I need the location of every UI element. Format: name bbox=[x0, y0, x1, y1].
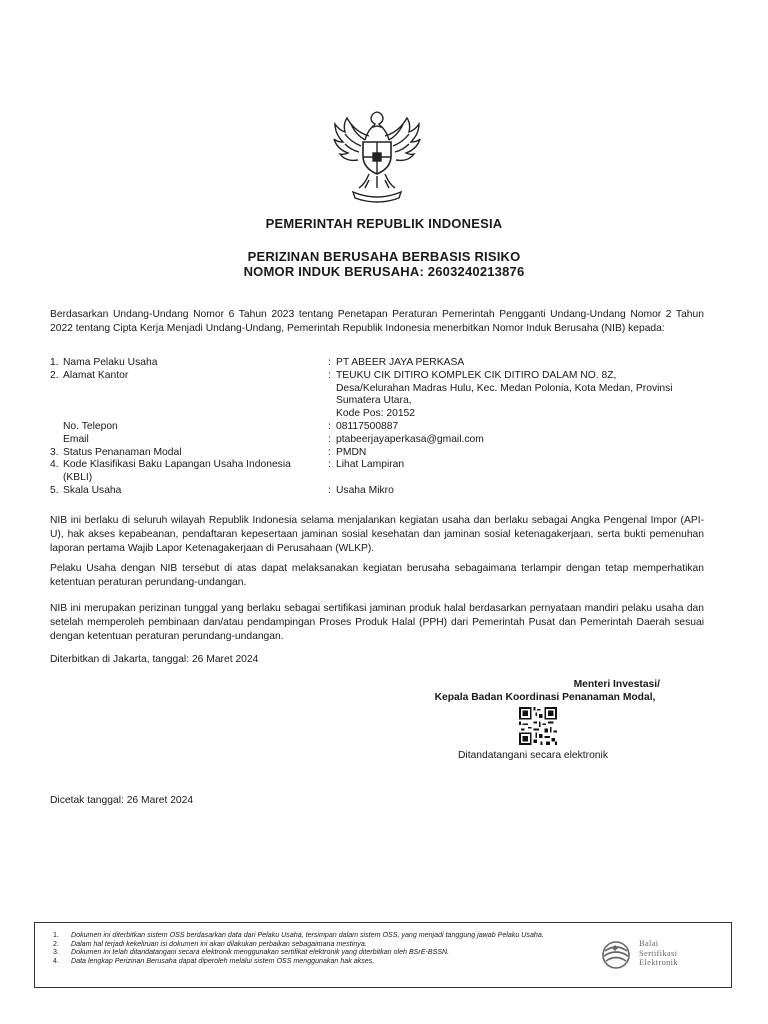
footer-note bbox=[53, 931, 593, 940]
field-label: Kode Klasifikasi Baku Lapangan Usaha Indonesia bbox=[63, 459, 291, 471]
nib-number: NOMOR INDUK BERUSAHA: 2603240213876 bbox=[243, 264, 525, 279]
bsre-logo bbox=[595, 937, 725, 977]
colon: : bbox=[328, 357, 331, 368]
halal-paragraph: NIB ini merupakan perizinan tunggal yang berlaku sebagai sertifikasi jaminan produk halal berdasarkan pernyataan mandiri pelaku usaha dan setelah memperoleh pembinaan dan/atau pendampingan Proses Produk Halal (PPH) dari Pemerintah Pusat dan Pemerintah Daerah sesuai dengan ketentuan peraturan perundang-undangan. bbox=[50, 603, 704, 642]
bsre-logo-text bbox=[639, 939, 678, 968]
field-number: 3. bbox=[50, 446, 59, 458]
footer-note bbox=[53, 948, 593, 957]
colon: : bbox=[328, 459, 331, 471]
government-title: PEMERINTAH REPUBLIK INDONESIA bbox=[265, 216, 503, 231]
issued-date: Diterbitkan di Jakarta, tanggal: 26 Maret 2024 bbox=[50, 654, 259, 665]
field-label: Status Penanaman Modal bbox=[63, 446, 182, 458]
printed-date: Dicetak tanggal: 26 Maret 2024 bbox=[50, 795, 194, 806]
field-status bbox=[50, 447, 710, 460]
address-line: TEUKU CIK DITIRO KOMPLEK CIK DITIRO DALAM NO. 8Z, bbox=[336, 369, 617, 381]
note-number: 1. bbox=[53, 931, 59, 939]
field-nama bbox=[50, 357, 710, 370]
field-label-continued: (KBLI) bbox=[63, 472, 93, 484]
field-value: PMDN bbox=[336, 446, 367, 458]
signatory-office: Kepala Badan Koordinasi Penanaman Modal, bbox=[434, 692, 656, 703]
field-label: Email bbox=[63, 433, 89, 445]
field-value: ptabeerjayaperkasa@gmail.com bbox=[336, 433, 484, 445]
field-label: Nama Pelaku Usaha bbox=[63, 357, 158, 368]
activity-paragraph: Pelaku Usaha dengan NIB tersebut di atas dapat melaksanakan kegiatan berusaha sebagaimana terlampir dengan tetap memperhatikan ketentuan peraturan perundang-undangan. bbox=[50, 563, 704, 588]
field-email bbox=[50, 434, 710, 447]
footer-notes-box bbox=[34, 922, 732, 988]
field-number: 1. bbox=[50, 357, 59, 368]
field-alamat bbox=[50, 370, 710, 421]
note-text: Dokumen ini telah ditandatangani secara elektronik menggunakan sertifikat elektronik yang diterbitkan oleh BSrE-BSSN. bbox=[71, 948, 450, 957]
address-line: Kode Pos: 20152 bbox=[336, 408, 416, 420]
field-telepon bbox=[50, 421, 710, 434]
permit-title: PERIZINAN BERUSAHA BERBASIS RISIKO bbox=[247, 249, 521, 264]
field-value: PT ABEER JAYA PERKASA bbox=[336, 357, 465, 368]
note-number: 4. bbox=[53, 956, 59, 965]
note-text: Dalam hal terjadi kekeliruan isi dokumen ini akan dilakukan perbaikan sebagaimana mestinya. bbox=[71, 939, 367, 948]
note-text: Dokumen ini diterbitkan sistem OSS berdasarkan data dari Pelaku Usaha, tersimpan dalam sistem OSS, yang menjadi tanggung jawab Pelaku Usaha. bbox=[71, 931, 544, 939]
logo-line: Elektronik bbox=[639, 957, 678, 967]
field-value: Lihat Lampiran bbox=[336, 459, 405, 471]
validity-paragraph: NIB ini berlaku di seluruh wilayah Republik Indonesia selama menjalankan kegiatan usaha dan berlaku sebagai Angka Pengenal Impor (API-U), hak akses kepabeanan, pendaftaran kepesertaan jaminan sosial kesehatan dan jaminan sosial ketenagakerjaan, serta bukti pemenuhan laporan pertama Wajib Lapor Ketenagakerjaan di Perusahaan (WLKP). bbox=[50, 515, 704, 554]
signatory-title: Menteri Investasi/ bbox=[573, 679, 660, 690]
logo-line: Balai bbox=[639, 938, 659, 948]
logo-line: Sertifikasi bbox=[639, 947, 678, 958]
electronic-signature-note: Ditandatangani secara elektronik bbox=[458, 750, 608, 761]
field-value: 08117500887 bbox=[336, 420, 399, 432]
field-skala bbox=[50, 485, 710, 498]
colon: : bbox=[328, 433, 331, 445]
field-kbli bbox=[50, 459, 710, 485]
bsre-mark-icon bbox=[597, 939, 635, 971]
footer-notes bbox=[53, 931, 593, 965]
colon: : bbox=[328, 420, 331, 432]
note-number: 2. bbox=[53, 939, 59, 948]
field-label: Alamat Kantor bbox=[63, 369, 129, 381]
field-number: 2. bbox=[50, 369, 59, 381]
field-number: 5. bbox=[50, 484, 59, 496]
note-number: 3. bbox=[53, 948, 59, 957]
field-label: No. Telepon bbox=[63, 420, 118, 432]
note-text: Data lengkap Perizinan Berusaha dapat diperoleh melalui sistem OSS menggunakan hak akses. bbox=[71, 956, 375, 965]
footer-note bbox=[53, 957, 593, 966]
field-number: 4. bbox=[50, 459, 59, 471]
address-line: Sumatera Utara, bbox=[336, 395, 412, 407]
colon: : bbox=[328, 484, 331, 496]
address-line: Desa/Kelurahan Madras Hulu, Kec. Medan Polonia, Kota Medan, Provinsi bbox=[336, 382, 673, 394]
colon: : bbox=[328, 369, 331, 381]
business-fields bbox=[50, 357, 710, 498]
footer-note bbox=[53, 940, 593, 949]
qr-code-icon bbox=[519, 707, 557, 745]
garuda-emblem-icon bbox=[329, 108, 425, 206]
colon: : bbox=[328, 446, 331, 458]
intro-paragraph: Berdasarkan Undang-Undang Nomor 6 Tahun 2023 tentang Penetapan Peraturan Pemerintah Pengganti Undang-Undang Nomor 2 Tahun 2022 tentang Cipta Kerja Menjadi Undang-Undang, Pemerintah Republik Indonesia menerbitkan Nomor Induk Berusaha (NIB) kepada: bbox=[50, 309, 704, 334]
field-label: Skala Usaha bbox=[63, 484, 122, 496]
field-value: Usaha Mikro bbox=[336, 484, 394, 496]
